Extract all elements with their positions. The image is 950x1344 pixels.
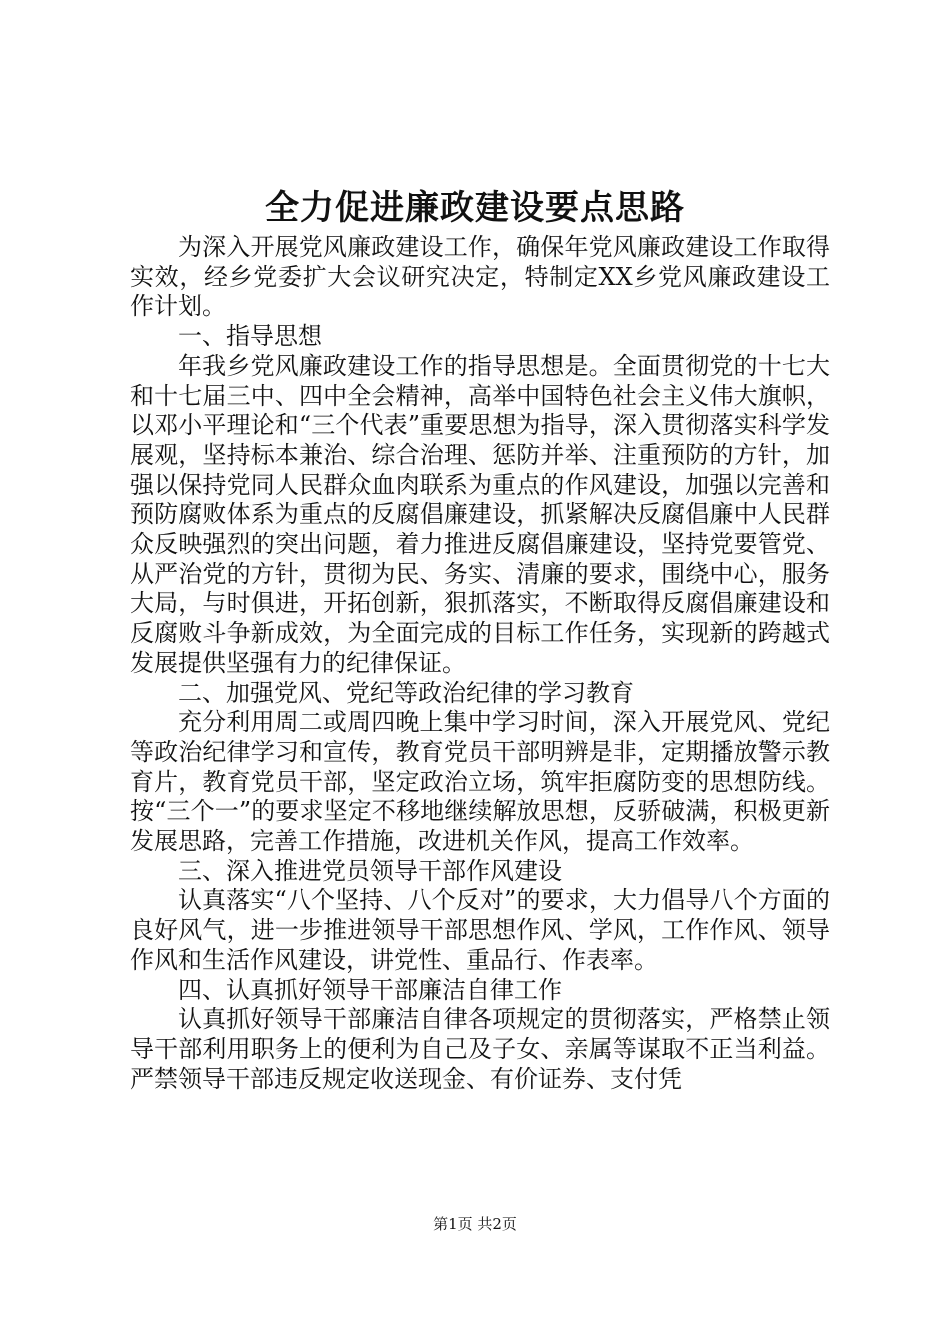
heading-cadre-style-building: 三、深入推进党员领导干部作风建设 xyxy=(178,856,562,885)
heading-guiding-ideology: 一、指导思想 xyxy=(178,322,322,351)
page-footer: 第1页 共2页 xyxy=(433,1215,517,1233)
paragraph-cadre-style-building: 认真落实“八个坚持、八个反对”的要求，大力倡导八个方面的良好风气，进一步推进领导干部思想作风、学风，工作作风、领导作风和生活作风建设，讲党性、重品行、作表率。 xyxy=(130,886,830,974)
paragraph-self-discipline: 认真抓好领导干部廉洁自律各项规定的贯彻落实，严格禁止领导干部利用职务上的便利为自己及子女、亲属等谋取不正当利益。严禁领导干部违反规定收送现金、有价证券、支付凭 xyxy=(130,1005,830,1093)
heading-self-discipline: 四、认真抓好领导干部廉洁自律工作 xyxy=(178,975,562,1004)
document-body xyxy=(130,233,830,1094)
document-title: 全力促进廉政建设要点思路 xyxy=(265,188,685,228)
heading-political-discipline-education: 二、加强党风、党纪等政治纪律的学习教育 xyxy=(178,678,634,707)
paragraph-guiding-ideology: 年我乡党风廉政建设工作的指导思想是。全面贯彻党的十七大和十七届三中、四中全会精神，高举中国特色社会主义伟大旗帜，以邓小平理论和“三个代表”重要思想为指导，深入贯彻落实科学发展观，坚持标本兼治、综合治理、惩防并举、注重预防的方针，加强以保持党同人民群众血肉联系为重点的作风建设，加强以完善和预防腐败体系为重点的反腐倡廉建设，抓紧解决反腐倡廉中人民群众反映强烈的突出问题，着力推进反腐倡廉建设，坚持党要管党、从严治党的方针，贯彻为民、务实、清廉的要求，围绕中心，服务大局，与时俱进，开拓创新，狠抓落实，不断取得反腐倡廉建设和反腐败斗争新成效，为全面完成的目标工作任务，实现新的跨越式发展提供坚强有力的纪律保证。 xyxy=(130,351,830,677)
paragraph-political-discipline-education: 充分利用周二或周四晚上集中学习时间，深入开展党风、党纪等政治纪律学习和宣传，教育党员干部明辨是非，定期播放警示教育片，教育党员干部，坚定政治立场，筑牢拒腐防变的思想防线。按“三个一”的要求坚定不移地继续解放思想，反骄破满，积极更新发展思路，完善工作措施，改进机关作风，提高工作效率。 xyxy=(130,708,830,856)
paragraph-intro: 为深入开展党风廉政建设工作，确保年党风廉政建设工作取得实效，经乡党委扩大会议研究决定，特制定XX乡党风廉政建设工作计划。 xyxy=(130,233,830,321)
